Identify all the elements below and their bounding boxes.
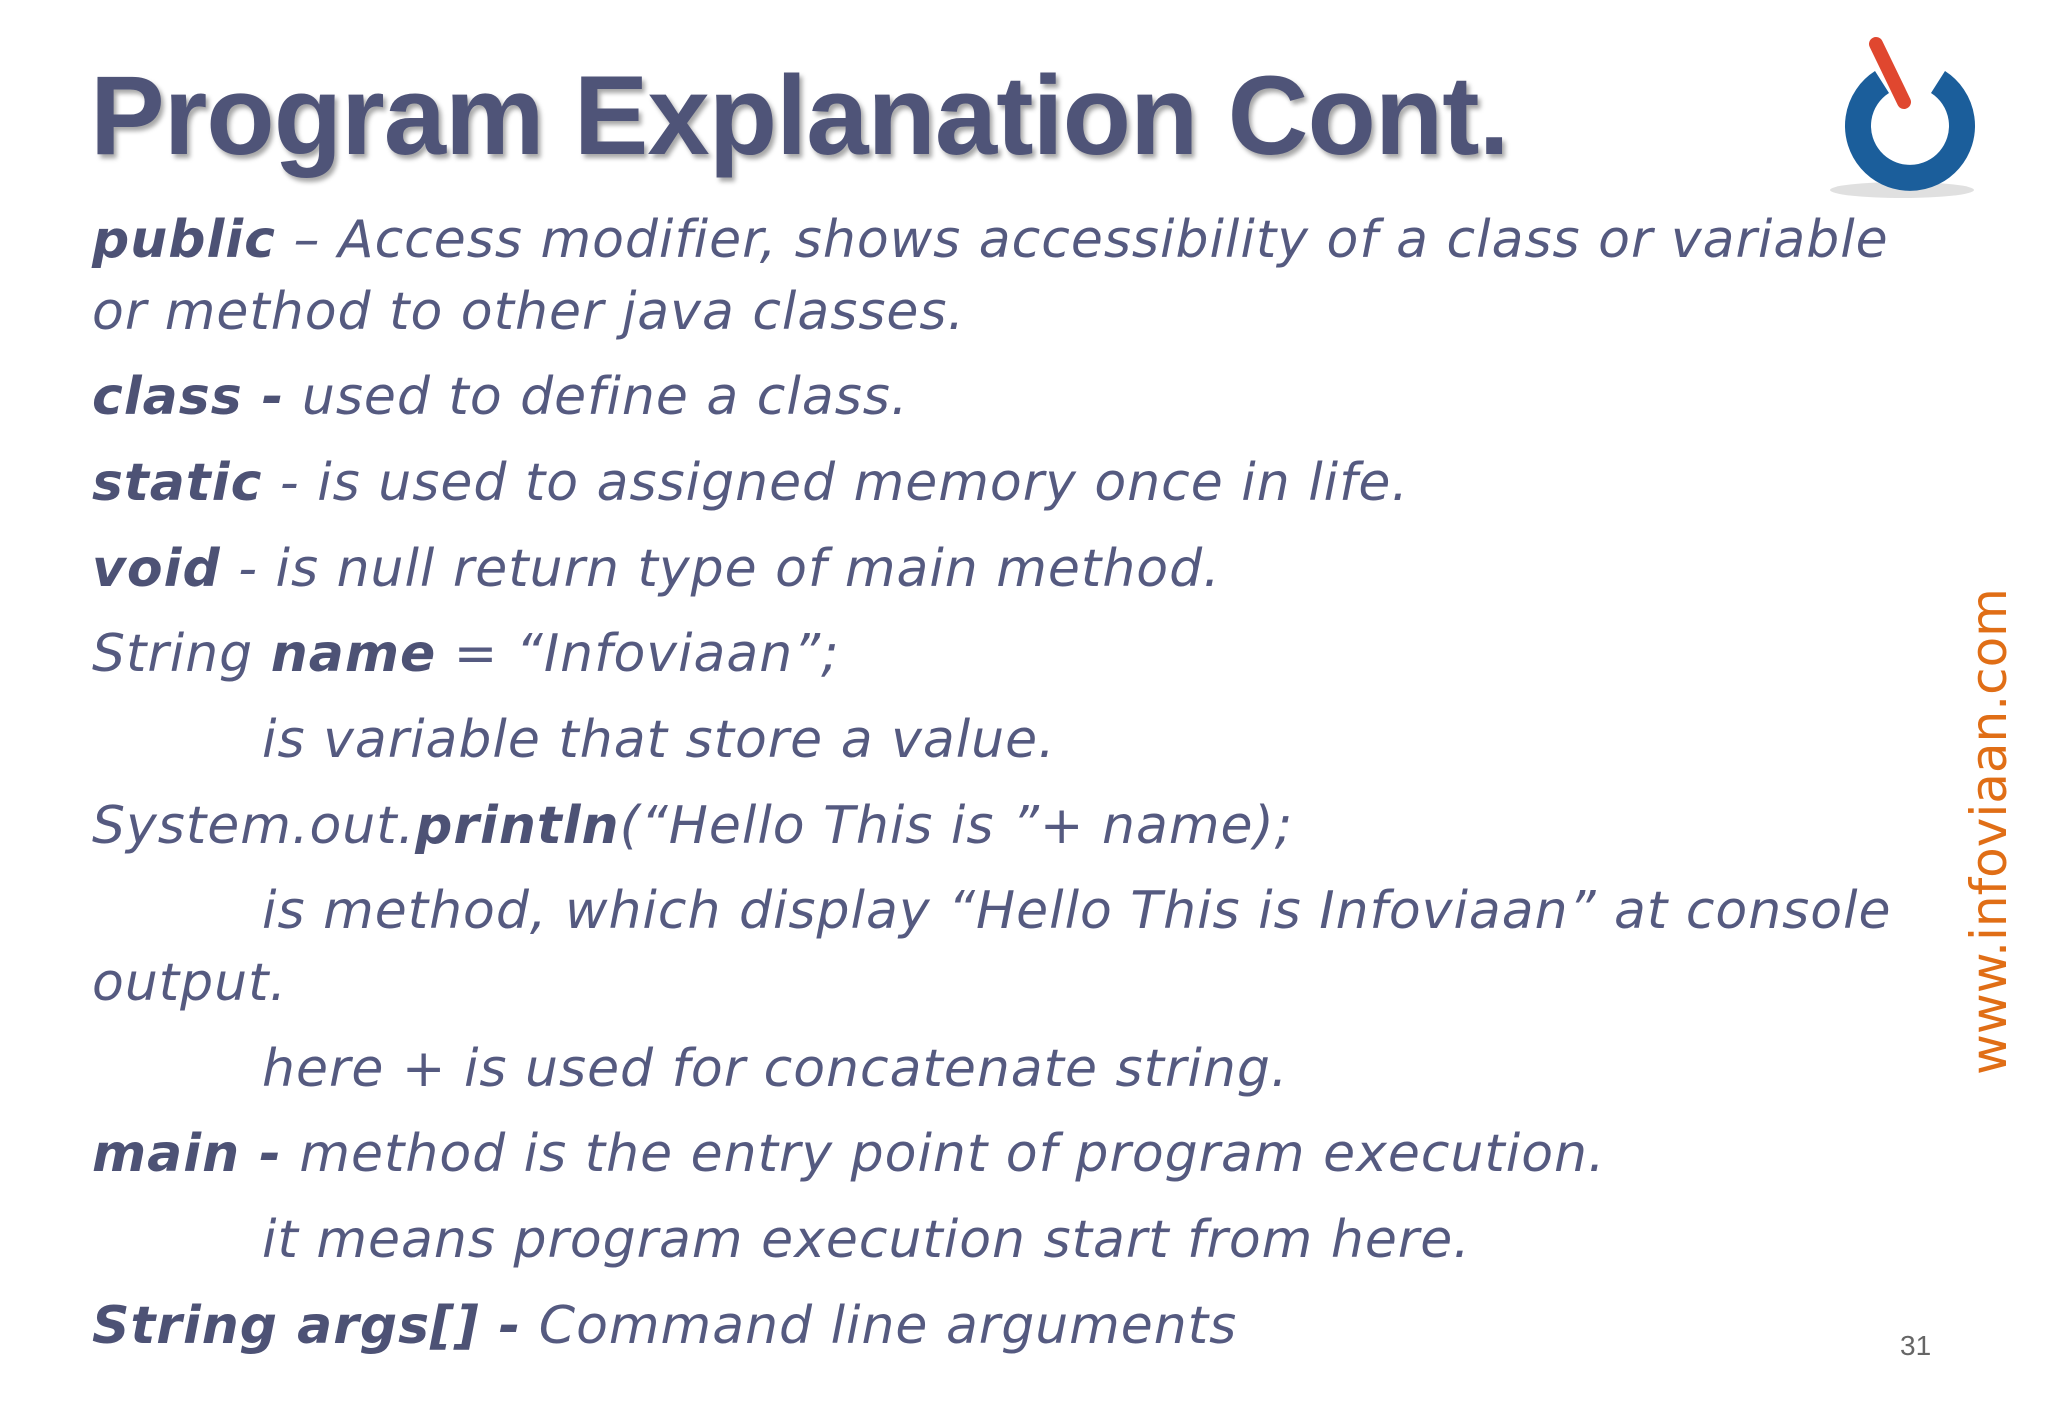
string-explanation: is variable that store a value. xyxy=(262,710,1056,770)
string-assignment: = “Infoviaan”; xyxy=(436,624,840,684)
slide-title: Program Explanation Cont. xyxy=(90,53,1509,178)
line-void xyxy=(92,534,1221,604)
println-prefix: System.out. xyxy=(92,796,416,856)
keyword-println: println xyxy=(415,796,620,856)
line-class xyxy=(92,362,908,432)
println-args: (“Hello This is ”+ name); xyxy=(619,796,1294,856)
power-logo-icon xyxy=(1820,30,1995,205)
line-println xyxy=(92,791,1293,861)
line-public xyxy=(92,205,1889,275)
keyword-class: class - xyxy=(92,367,285,427)
keyword-args: String args[] - xyxy=(92,1296,522,1356)
line-concat-explanation xyxy=(262,1034,1288,1104)
println-explanation: is method, which display “Hello This is Infoviaan” at console xyxy=(262,881,1892,941)
line-main xyxy=(92,1119,1606,1189)
page-number: 31 xyxy=(1900,1330,1932,1361)
line-public-cont xyxy=(92,277,965,347)
static-description: - is used to assigned memory once in life. xyxy=(262,453,1409,513)
class-description: used to define a class. xyxy=(284,367,909,427)
line-string-name xyxy=(92,619,840,689)
println-explanation-cont: output. xyxy=(92,953,288,1013)
public-description: – Access modifier, shows accessibility of a class or variable xyxy=(275,210,1889,270)
main-description: method is the entry point of program execution. xyxy=(281,1124,1606,1184)
public-description-cont: or method to other java classes. xyxy=(92,282,966,342)
keyword-static: static xyxy=(92,453,263,513)
keyword-name: name xyxy=(270,624,437,684)
string-type: String xyxy=(92,624,271,684)
keyword-void: void xyxy=(92,539,221,599)
line-println-explanation-cont xyxy=(92,948,287,1018)
website-url: www.infoviaan.com xyxy=(1960,588,2018,1075)
line-static xyxy=(92,448,1409,518)
concat-explanation: here + is used for concatenate string. xyxy=(262,1039,1289,1099)
args-description: Command line arguments xyxy=(521,1296,1238,1356)
void-description: - is null return type of main method. xyxy=(220,539,1221,599)
line-main-explanation xyxy=(262,1205,1471,1275)
main-explanation: it means program execution start from here. xyxy=(262,1210,1471,1270)
line-string-explanation xyxy=(262,705,1056,775)
line-println-explanation xyxy=(262,876,1892,946)
keyword-main: main - xyxy=(92,1124,282,1184)
line-args xyxy=(92,1291,1237,1361)
keyword-public: public xyxy=(92,210,276,270)
